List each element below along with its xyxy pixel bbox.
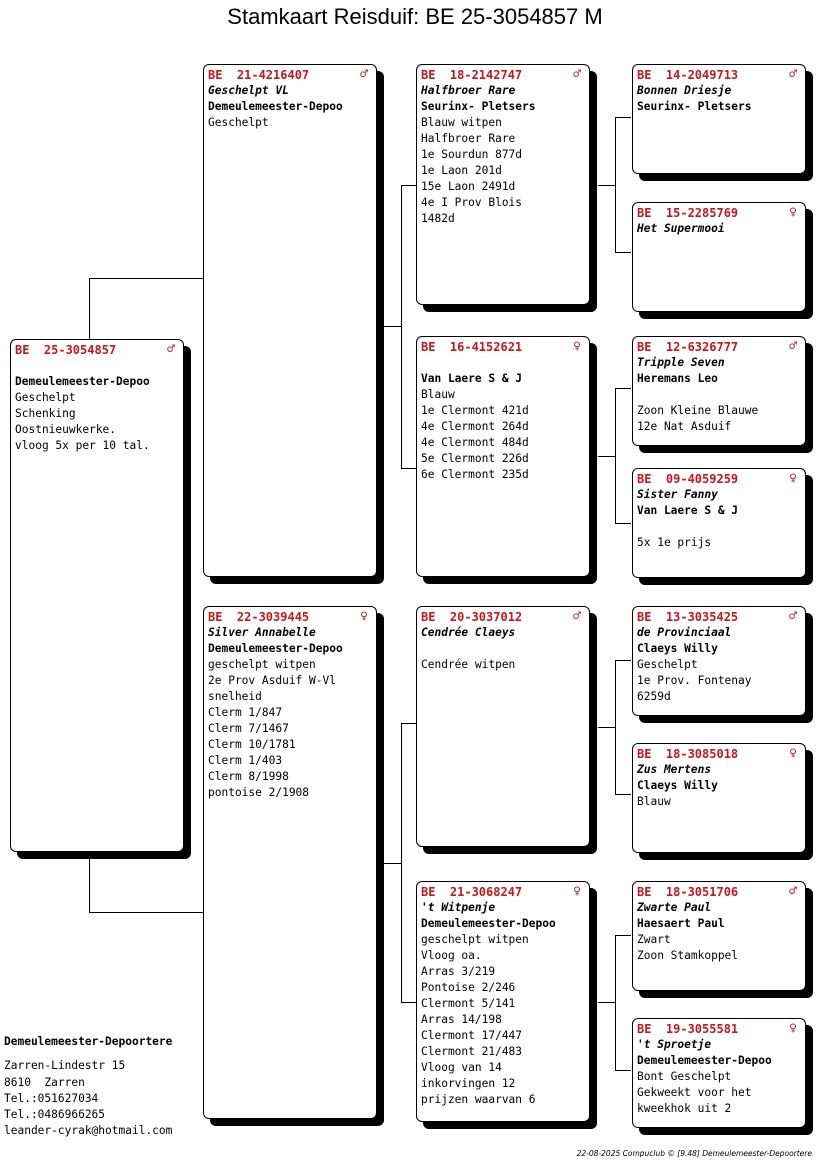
- male-symbol-icon: ♂: [789, 339, 797, 354]
- breeder-name: Seurinx- Pletsers: [637, 100, 752, 113]
- breeder-name: Demeulemeester-Depoo: [421, 917, 556, 930]
- breeder-name: [421, 641, 585, 657]
- connector: [615, 660, 631, 661]
- breeder-name: Demeulemeester-Depoo: [208, 642, 343, 655]
- connector: [401, 185, 402, 469]
- pigeon-name: Halfbroer Rare: [421, 84, 516, 97]
- ring-number: BE 15-2285769: [637, 206, 739, 220]
- info-line: snelheid: [208, 690, 262, 703]
- info-line: Geschelpt: [208, 116, 269, 129]
- info-line: Demeulemeester-Depoo: [15, 375, 150, 388]
- male-symbol-icon: ♂: [573, 609, 581, 624]
- owner-email: leander-cyrak@hotmail.com: [4, 1124, 173, 1137]
- pigeon-card-fmf[interactable]: [632, 336, 806, 446]
- owner-city: 8610 Zarren: [4, 1076, 85, 1089]
- female-symbol-icon: ♀: [573, 339, 581, 354]
- card-header: [637, 609, 801, 625]
- pigeon-name: Silver Annabelle: [208, 626, 316, 639]
- info-line: 1482d: [421, 212, 455, 225]
- info-line: Blauw: [421, 388, 455, 401]
- connector: [89, 852, 90, 912]
- info-line: pontoise 2/1908: [208, 786, 310, 799]
- info-line: Clermont 5/141: [421, 997, 516, 1010]
- info-line: Bont Geschelpt: [637, 1070, 732, 1083]
- info-line: 6259d: [637, 690, 671, 703]
- pigeon-card-mother-mother[interactable]: [416, 881, 590, 1122]
- pigeon-name: Zwarte Paul: [637, 901, 712, 914]
- breeder-name: Heremans Leo: [637, 372, 718, 385]
- ring-number: BE 19-3055581: [637, 1022, 739, 1036]
- print-info: 22-08-2025 Compuclub © [9.48] Demeulemeester-Depoortere: [576, 1149, 812, 1158]
- male-symbol-icon: ♂: [360, 67, 368, 82]
- pigeon-card-mother-father[interactable]: [416, 606, 590, 847]
- info-line: Gekweekt voor het: [637, 1086, 752, 1099]
- breeder-name: Haesaert Paul: [637, 917, 725, 930]
- info-line: prijzen waarvan 6: [421, 1093, 536, 1106]
- pigeon-card-mother[interactable]: [203, 606, 377, 1119]
- card-header: [208, 67, 372, 83]
- pigeon-name: Tripple Seven: [637, 356, 725, 369]
- owner-phone-2: Tel.:0486966265: [4, 1108, 106, 1121]
- card-header: [421, 884, 585, 900]
- card-header: [15, 342, 179, 358]
- card-header: [637, 67, 801, 83]
- connector: [598, 456, 615, 457]
- info-line: 12e Nat Asduif: [637, 420, 732, 433]
- info-line: 1e Laon 201d: [421, 164, 502, 177]
- connector: [615, 794, 631, 795]
- ring-number: BE 22-3039445: [208, 610, 310, 624]
- connector: [401, 468, 416, 469]
- info-line: Pontoise 2/246: [421, 981, 516, 994]
- connector: [615, 1070, 631, 1071]
- info-line: 6e Clermont 235d: [421, 468, 529, 481]
- pigeon-name: Zus Mertens: [637, 763, 712, 776]
- card-header: [637, 884, 801, 900]
- male-symbol-icon: ♂: [167, 342, 175, 357]
- pigeon-name: Geschelpt VL: [208, 84, 289, 97]
- info-line: Arras 14/198: [421, 1013, 502, 1026]
- connector: [89, 278, 90, 340]
- ring-number: BE 16-4152621: [421, 340, 523, 354]
- connector: [89, 278, 203, 279]
- info-line: 5x 1e prijs: [637, 536, 712, 549]
- pigeon-name: Cendrée Claeys: [421, 626, 516, 639]
- owner-address: Zarren-Lindestr 15: [4, 1059, 126, 1072]
- ring-number: BE 13-3035425: [637, 610, 739, 624]
- card-header: [637, 746, 801, 762]
- connector: [401, 185, 416, 186]
- card-header: [637, 471, 801, 487]
- info-line: Halfbroer Rare: [421, 132, 516, 145]
- ring-number: BE 12-6326777: [637, 340, 739, 354]
- breeder-name: Demeulemeester-Depoo: [637, 1054, 772, 1067]
- male-symbol-icon: ♂: [573, 67, 581, 82]
- info-line: Clermont 17/447: [421, 1029, 523, 1042]
- connector: [384, 326, 401, 327]
- connector: [615, 117, 616, 253]
- male-symbol-icon: ♂: [789, 884, 797, 899]
- pigeon-card-father-father[interactable]: [416, 64, 590, 305]
- ring-number: BE 25-3054857: [15, 343, 117, 357]
- card-header: [421, 67, 585, 83]
- pigeon-name: [421, 355, 585, 371]
- connector: [598, 727, 615, 728]
- info-line: Oostnieuwkerke.: [15, 423, 117, 436]
- owner-phone-1: Tel.:051627034: [4, 1092, 99, 1105]
- info-line: 4e Clermont 484d: [421, 436, 529, 449]
- info-line: Clerm 10/1781: [208, 738, 296, 751]
- info-line: Zwart: [637, 933, 671, 946]
- pigeon-card-fmm[interactable]: [632, 468, 806, 578]
- pigeon-name: de Provinciaal: [637, 626, 732, 639]
- card-header: [637, 1021, 801, 1037]
- ring-number: BE 18-3085018: [637, 747, 739, 761]
- card-header: [637, 339, 801, 355]
- card-header: [208, 609, 372, 625]
- female-symbol-icon: ♀: [789, 205, 797, 220]
- card-header: [637, 205, 801, 221]
- info-line: 15e Laon 2491d: [421, 180, 516, 193]
- ring-number: BE 14-2049713: [637, 68, 739, 82]
- connector: [615, 935, 631, 936]
- ring-number: BE 18-2142747: [421, 68, 523, 82]
- info-line: Clermont 21/483: [421, 1045, 523, 1058]
- info-line: 1e Prov. Fontenay: [637, 674, 752, 687]
- ring-number: BE 18-3051706: [637, 885, 739, 899]
- connector: [401, 723, 416, 724]
- male-symbol-icon: ♂: [789, 67, 797, 82]
- connector: [615, 935, 616, 1071]
- card-header: [421, 609, 585, 625]
- owner-name: Demeulemeester-Depoortere: [4, 1035, 173, 1048]
- info-line: 1e Sourdun 877d: [421, 148, 523, 161]
- info-line: Zoon Kleine Blauwe: [637, 404, 759, 417]
- breeder-name: Claeys Willy: [637, 779, 718, 792]
- connector: [615, 660, 616, 795]
- pigeon-card-fff[interactable]: [632, 64, 806, 174]
- connector: [401, 723, 402, 1003]
- info-line: Zoon Stamkoppel: [637, 949, 739, 962]
- pigeon-card-father-mother[interactable]: [416, 336, 590, 577]
- info-line: geschelpt witpen: [421, 933, 529, 946]
- pigeon-card-mff[interactable]: [632, 606, 806, 716]
- breeder-name: Claeys Willy: [637, 642, 718, 655]
- pigeon-name: Bonnen Driesje: [637, 84, 732, 97]
- ring-number: BE 09-4059259: [637, 472, 739, 486]
- info-line: geschelpt witpen: [208, 658, 316, 671]
- page-title: Stamkaart Reisduif: BE 25-3054857 M: [227, 4, 603, 29]
- connector: [401, 1002, 416, 1003]
- info-line: Geschelpt: [15, 391, 76, 404]
- breeder-name: Demeulemeester-Depoo: [208, 100, 343, 113]
- info-line: Schenking: [15, 407, 76, 420]
- female-symbol-icon: ♀: [573, 884, 581, 899]
- info-line: Vloog van 14: [421, 1061, 502, 1074]
- info-line: Clerm 1/847: [208, 706, 283, 719]
- pigeon-card-mmm[interactable]: [632, 1018, 806, 1128]
- info-line: 4e Clermont 264d: [421, 420, 529, 433]
- breeder-name: Van Laere S & J: [421, 372, 523, 385]
- female-symbol-icon: ♀: [789, 746, 797, 761]
- pigeon-name: Het Supermooi: [637, 222, 725, 235]
- pigeon-name: Sister Fanny: [637, 488, 718, 501]
- connector: [598, 185, 615, 186]
- pigeon-name: 't Sproetje: [637, 1038, 712, 1051]
- info-line: [637, 387, 801, 403]
- ring-number: BE 21-3068247: [421, 885, 523, 899]
- info-line: vloog 5x per 10 tal.: [15, 439, 150, 452]
- breeder-name: Van Laere S & J: [637, 504, 739, 517]
- pigeon-card-mmf[interactable]: [632, 881, 806, 991]
- info-line: Clerm 8/1998: [208, 770, 289, 783]
- connector: [615, 388, 631, 389]
- breeder-name: Seurinx- Pletsers: [421, 100, 536, 113]
- info-line: 4e I Prov Blois: [421, 196, 523, 209]
- male-symbol-icon: ♂: [789, 609, 797, 624]
- info-line: 2e Prov Asduif W-Vl: [208, 674, 336, 687]
- connector: [615, 523, 631, 524]
- female-symbol-icon: ♀: [360, 609, 368, 624]
- card-header: [421, 339, 585, 355]
- pigeon-card-mfm[interactable]: [632, 743, 806, 853]
- info-line: inkorvingen 12: [421, 1077, 516, 1090]
- ring-number: BE 20-3037012: [421, 610, 523, 624]
- info-line: 1e Clermont 421d: [421, 404, 529, 417]
- info-line: [637, 519, 801, 535]
- female-symbol-icon: ♀: [789, 1021, 797, 1036]
- info-line: Vloog oa.: [421, 949, 482, 962]
- info-line: Clerm 7/1467: [208, 722, 289, 735]
- info-line: 5e Clermont 226d: [421, 452, 529, 465]
- pigeon-card-subject[interactable]: [10, 339, 184, 852]
- info-line: [15, 358, 179, 374]
- pigeon-card-father[interactable]: [203, 64, 377, 577]
- connector: [384, 863, 401, 864]
- connector: [89, 912, 203, 913]
- female-symbol-icon: ♀: [789, 471, 797, 486]
- connector: [598, 1002, 615, 1003]
- info-line: Blauw: [637, 795, 671, 808]
- ring-number: BE 21-4216407: [208, 68, 310, 82]
- info-line: Blauw witpen: [421, 116, 502, 129]
- pigeon-card-ffm[interactable]: [632, 202, 806, 312]
- connector: [615, 252, 631, 253]
- connector: [615, 388, 616, 524]
- info-line: Clerm 1/403: [208, 754, 283, 767]
- info-line: Arras 3/219: [421, 965, 496, 978]
- info-line: kweekhok uit 2: [637, 1102, 732, 1115]
- connector: [615, 117, 631, 118]
- pigeon-name: 't Witpenje: [421, 901, 496, 914]
- info-line: Geschelpt: [637, 658, 698, 671]
- info-line: Cendrée witpen: [421, 658, 516, 671]
